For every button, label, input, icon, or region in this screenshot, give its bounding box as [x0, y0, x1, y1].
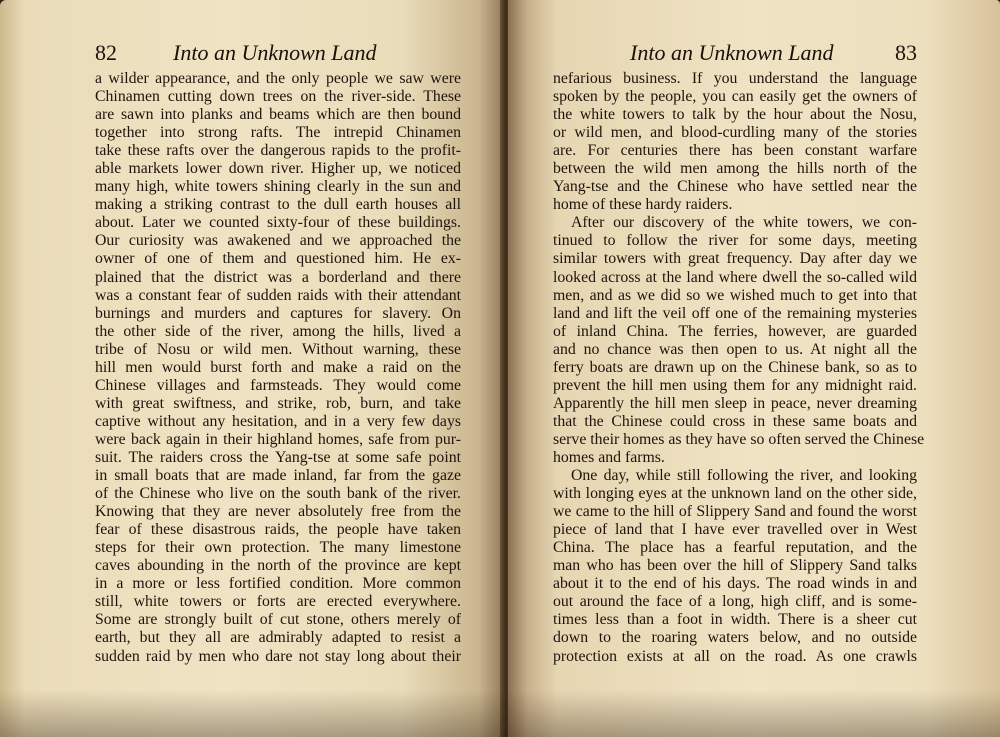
text-line: nefarious business. If you understand the language [553, 70, 917, 87]
text-line: that the Chinese could cross in these same boats and [553, 412, 917, 430]
text-line: of inland China. The ferries, however, are guarded [553, 322, 917, 340]
right-running-title: Into an Unknown Land [630, 40, 834, 65]
left-body-text [95, 70, 461, 666]
text-line: of the Chinese who live on the south bank of the river. [95, 485, 461, 503]
text-line: Knowing that they are never absolutely free from the [95, 503, 461, 521]
text-line: we came to the hill of Slippery Sand and found the worst [553, 503, 917, 521]
text-line: captive without any hesitation, and in a very few days [95, 412, 461, 430]
text-line: down to the roaring waters below, and no outside [553, 629, 917, 647]
text-line: ferry boats are drawn up on the Chinese bank, so as to [553, 358, 917, 376]
text-line: the other side of the river, among the hills, lived a [95, 322, 461, 340]
text-line: with great swiftness, and strike, rob, burn, and take [95, 394, 461, 412]
text-line: in small boats that are made inland, far from the gaze [95, 467, 461, 485]
text-line: home of these hardy raiders. [553, 196, 733, 214]
text-line: caves abounding in the north of the province are kept [95, 557, 461, 575]
text-line: piece of land that I have ever travelled over in West [553, 521, 917, 539]
text-line: about. Later we counted sixty-four of these buildings. [95, 214, 461, 232]
text-line: are. For centuries there has been constant warfare [553, 142, 917, 160]
left-running-title: Into an Unknown Land [173, 40, 377, 65]
text-line: serve their homes as they have so often served the Chinese [553, 430, 925, 448]
text-line: times less than a foot in width. There is a sheer cut [553, 611, 917, 629]
text-line: the white towers to talk by the hour about the Nosu, [553, 106, 917, 124]
text-line: making a striking contrast to the dull earth houses all [95, 196, 461, 214]
text-line: fear of these disastrous raids, the people have taken [95, 521, 461, 539]
text-line: was a constant fear of sudden raids with their attendant [95, 286, 461, 304]
text-line: together into strong rafts. The intrepid Chinamen [95, 124, 461, 142]
text-line: Chinamen cutting down trees on the river-side. These [95, 88, 461, 106]
text-line: between the wild men among the hills north of the [553, 160, 917, 178]
text-line: protection exists at all on the road. As one crawls [553, 647, 917, 665]
text-line: Chinese villages and farmsteads. They would come [95, 376, 461, 394]
text-line: similar towers with great frequency. Day after day we [553, 250, 917, 268]
text-line: homes and farms. [553, 448, 665, 466]
left-page-number: 82 [95, 40, 117, 65]
text-line: Apparently the hill men sleep in peace, never dreaming [553, 394, 917, 412]
text-line: man who has been over the hill of Slippery Sand talks [553, 557, 917, 575]
text-line: or wild men, and blood-curdling many of the stories [553, 124, 917, 142]
text-line: take these rafts over the dangerous rapids to the profit- [95, 142, 461, 160]
text-line: able markets lower down river. Higher up, we noticed [95, 160, 461, 178]
text-line: men, and as we did so we wished much to get into that [553, 286, 917, 304]
text-line: After our discovery of the white towers, we con- [571, 214, 917, 232]
text-line: burnings and murders and captures for slavery. On [95, 304, 461, 322]
text-line: spoken by the people, you can easily get the owners of [553, 88, 917, 106]
text-line: steps for their own protection. The many limestone [95, 539, 461, 557]
text-line: about it to the end of his days. The road winds in and [553, 575, 917, 593]
text-line: many high, white towers shining clearly in the sun and [95, 178, 461, 196]
right-page-number: 83 [895, 40, 917, 65]
left-running-head [95, 40, 465, 68]
text-line: tinued to follow the river for some days, meeting [553, 232, 917, 250]
text-line: hill men would burst forth and make a raid on the [95, 358, 461, 376]
text-line: Yang-tse and the Chinese who have settled near the [553, 178, 917, 196]
text-line: Our curiosity was awakened and we approached the [95, 232, 461, 250]
text-line: owner of one of them and questioned him. He ex- [95, 250, 461, 268]
text-line: China. The place has a fearful reputation, and the [553, 539, 917, 557]
text-line: with longing eyes at the unknown land on the other side, [553, 485, 917, 503]
right-body-text [553, 70, 925, 666]
right-page [508, 0, 1000, 737]
text-line: and no chance was then open to us. At night all the [553, 340, 917, 358]
text-line: are sawn into planks and beams which are then bound [95, 106, 461, 124]
right-running-head [630, 40, 922, 68]
text-line: in a more or less fortified condition. More common [95, 575, 461, 593]
text-line: earth, but they all are admirably adapted to resist a [95, 629, 461, 647]
text-line: tribe of Nosu or wild men. Without warning, these [95, 340, 461, 358]
page-edge-shadow [0, 690, 1000, 737]
text-line: still, white towers or forts are erected everywhere. [95, 593, 461, 611]
text-line: out around the face of a long, high cliff, and is some- [553, 593, 917, 611]
text-line: looked across at the land where dwell the so-called wild [553, 268, 917, 286]
text-line: sudden raid by men who dare not stay long about their [95, 647, 461, 665]
text-line: land and lift the veil off one of the remaining mysteries [553, 304, 917, 322]
text-line: a wilder appearance, and the only people we saw were [95, 70, 461, 87]
text-line: Some are strongly built of cut stone, others merely of [95, 611, 461, 629]
text-line: suit. The raiders cross the Yang-tse at some safe point [95, 448, 461, 466]
text-line: were back again in their highland homes, safe from pur- [95, 430, 461, 448]
text-line: plained that the district was a borderland and there [95, 268, 461, 286]
text-line: One day, while still following the river, and looking [571, 467, 917, 485]
text-line: prevent the hill men using them for any midnight raid. [553, 376, 917, 394]
